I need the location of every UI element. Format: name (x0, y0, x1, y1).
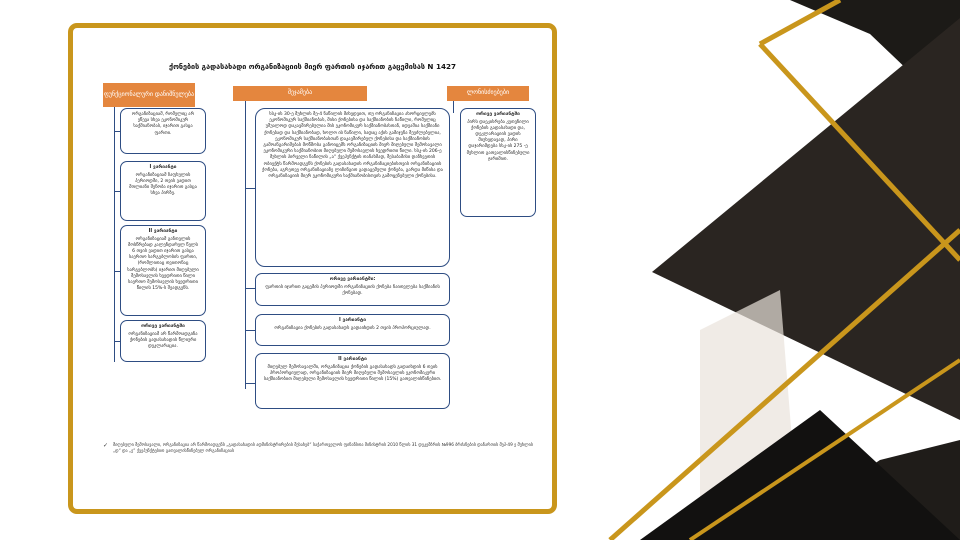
functional-card-1-body: ორგანიზაციამ, რომელიც არ ეწევა სხვა ეკონომიკურ საქმიანობას, იჯარით გასცა ფართი. (131, 112, 195, 136)
gold-stripe-4 (690, 360, 960, 540)
functional-card-3 (120, 225, 206, 316)
dark-triangle-bottom (760, 440, 960, 540)
footnote (103, 442, 533, 455)
footnote-text: მიღებული შემოსავალი, ორგანიზაცია არ წარმოადგენს „გადასახადის ადმინისტრირების შესახებ“ საქართველოს ფინანსთა მინისტრის 2010 წლის 31 დეკემბრის №996 ბრძანების დანართის მეჰ-49 ე მუხლის „დ“ და „ე“ ქვეპუნქტებით გათვალისწინებულ ორგანიზაციას (113, 442, 533, 454)
sanctions-card-1 (460, 108, 536, 217)
answer-card-3-title: I ვარიანტი (339, 318, 366, 323)
answer-card-2-body: ფართის იჯარით გაცემის პერიოდში ორგანიზაციის ქონება ჩაითვლება საქმიანის ქონებად. (265, 284, 440, 296)
answer-card-4 (255, 353, 450, 409)
dark-polygon-middle (652, 18, 960, 420)
connector-left (114, 107, 115, 362)
functional-card-4-title: ორივე ვარიანტში (141, 324, 185, 329)
sanctions-card-1-body: პირს დაეკისრება კუთვნილი ქონების გადასახადი და, დეკლარაციის ვადის მიუხედავად, პირი დაჯარიმდება სსკ-ის 275 -ე მუხლით გათვალისწინებული ჯარიმით. (466, 119, 530, 162)
document-title: ქონების გადასახადი ორგანიზაციის მიერ ფართის იჯარით გაცემისას N 1427 (169, 62, 456, 71)
answer-card-1-body: სსკ-ის 30-ე მუხლის მე-4 ნაწილის მიხედვით, თუ ორგანიზაცია ახორციელებს ეკონომიკურ საქმიანობას, მისი ქონებისა და საქმიანობის ნაწილი, რომელიც უშუალოდ დაკავშირებულია მის ეკონომიკურ საქმიანობასთან, იდეაშია საქმიანი ქონებად და საქმიანობად, ხოლო ის ნაწილი, სადაც აქის გამიჯვნა შეუძლებელია, ეკონომიკურ საქმიანობასთან დაკავშირებულ ქონებისა და საქმიანობის გამოანგარიშებას მოწმობა განოიცემს ორგანიზაციის მიერ მიღებული შემოსავალი ეკონომიკური საქმიანობით მიღებული შემოსავლის ხვედრითი წილი. სსკ-ის 206-ე მუხლის პირველი ნაწილის „ა“ ქვეპუნქტის თანახმად, შესაბამისი დანხვეთის ობიექტს წარმოადგენს ქონების გადასახადის ორგანიზაციებისთვის ორგანიზაციის ქონება, აგრეთვე ორგანიზაციაზე ლიზინგით გადაცემული ქონება, გარდა მიწისა და ორგანიზაციის მიერ ეკონომიკური საქმიანობისთვის გამოყენებული ქონებისა. (262, 112, 443, 180)
header-answer: შეჯამება (233, 86, 367, 101)
functional-card-3-body: ორგანიზაციამ განთვლის მოსწრებად კალენდარულ წელს 6 თვის ვადით იჯარით გასცა საერთო სარგებლობის ფართი, (რომლითაც თვითონაც სარგებლობს) იჯარით მიღებული შემოსავლის ხვედრითი წილი საერთო შემოსავლის ხვედრითი წილის 15%-ს შეადგენს. (127, 236, 199, 292)
connector-middle-1 (245, 188, 255, 189)
answer-card-4-body: მიღებულ შემოსავალში, ორგანიზაცია ქონების გადასახადს გადაიხდის 6 თვის პროპორციულად, ორგანიზაციის მიერ მიღებული შემოსავლის ეკონომიკური საქმიანობით მიღებული შემოსავლის ხვედრითი წილის (15%) გათვალისწინებით. (263, 364, 442, 383)
functional-card-1 (120, 108, 206, 154)
gold-stripe-3 (610, 230, 960, 540)
answer-card-4-title: II ვარიანტი (338, 357, 367, 362)
functional-card-2 (120, 161, 206, 221)
checkmark-icon: ✓ (103, 442, 109, 449)
connector-middle-4 (245, 383, 255, 384)
answer-card-2 (255, 273, 450, 306)
connector-right (453, 101, 454, 113)
header-functional: ფუნქციონალური დანიშნულება (103, 83, 195, 107)
dark-wedge-bottom (640, 410, 960, 540)
dark-triangle-top (790, 0, 960, 120)
gold-stripe-1 (760, 44, 960, 260)
functional-card-4 (120, 320, 206, 362)
document-frame (68, 23, 557, 514)
functional-card-2-title: I ვარიანტი (149, 165, 177, 170)
connector-middle-2 (245, 288, 255, 289)
answer-card-2-title: ორივე ვარიანტში: (329, 277, 376, 282)
functional-card-3-title: II ვარიანტი (148, 229, 178, 234)
functional-card-4-body: ორგანიზაციამ არ წარმოადგინა ქონების გადასახადის წლიური დეკლარაცია. (128, 331, 198, 350)
gold-stripe-2 (760, 0, 840, 44)
answer-card-3 (255, 314, 450, 346)
connector-middle-3 (245, 330, 255, 331)
functional-card-2-body: ორგანიზაციამ ზაფხულის პერიოდში, 2 თვის ვადით მთლიანი შენობა იჯარით გასცა სხვა პირზე. (129, 172, 197, 197)
sanctions-card-1-title: ორივე ვარიანტში (476, 112, 520, 117)
shadow-wedge (700, 290, 800, 540)
answer-card-1 (255, 108, 450, 267)
connector-middle (245, 101, 246, 389)
answer-card-3-body: ორგანიზაცია ქონების გადასახადს გადაიხდის 2 თვის პროპორციულად. (274, 325, 431, 331)
header-sanctions: ლონისძიებები (447, 86, 529, 101)
